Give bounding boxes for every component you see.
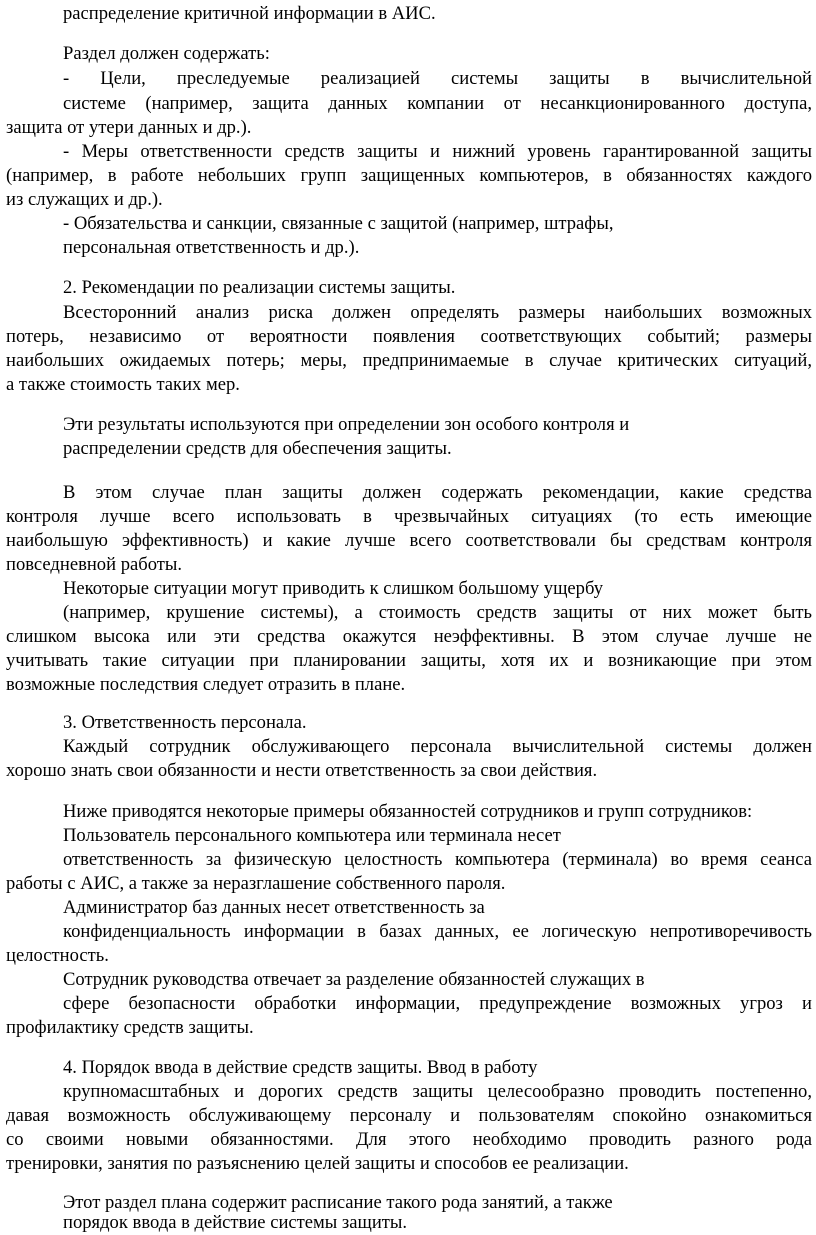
text-line: крупномасштабных и дорогих средств защиты целесообразно проводить постепенно, (63, 1081, 812, 1102)
text-line: Ниже приводятся некоторые примеры обязанностей сотрудников и групп сотрудников: (63, 801, 753, 822)
section-heading: 4. Порядок ввода в действие средств защиты. Ввод в работу (63, 1057, 538, 1078)
text-line: персональная ответственность и др.). (63, 237, 360, 258)
text-line: профилактику средств защиты. (6, 1017, 254, 1038)
text-line: распределение критичной информации в АИС. (63, 3, 436, 24)
text-line: (например, в работе небольших групп защищенных компьютеров, в обязанностях каждого (6, 165, 812, 186)
list-item-line: - Цели, преследуемые реализацией системы защиты в вычислительной (63, 68, 812, 89)
text-line: (например, крушение системы), а стоимость средств защиты от них может быть (63, 602, 812, 623)
text-line: наибольшую эффективность) и какие лучше всего соответствовали бы средствам контроля (6, 530, 812, 551)
text-line: со своими новыми обязанностями. Для этого необходимо проводить разного рода (6, 1129, 812, 1150)
text-line: порядок ввода в действие системы защиты. (63, 1212, 408, 1233)
text-line: наибольших ожидаемых потерь; меры, предпринимаемые в случае критических ситуаций, (6, 350, 812, 371)
text-line: целостность. (6, 945, 109, 966)
text-line: ответственность за физическую целостность компьютера (терминала) во время сеанса (63, 849, 812, 870)
section-intro-line: Раздел должен содержать: (63, 43, 270, 64)
text-line: распределении средств для обеспечения защиты. (63, 438, 452, 459)
text-line: Некоторые ситуации могут приводить к слишком большому ущербу (63, 578, 603, 599)
text-line: системе (например, защита данных компании от несанкционированного доступа, (63, 93, 812, 114)
list-item-line: - Меры ответственности средств защиты и нижний уровень гарантированной защиты (63, 141, 812, 162)
text-line: тренировки, занятия по разъяснению целей защиты и способов ее реализации. (6, 1153, 629, 1174)
text-line: Этот раздел плана содержит расписание такого рода занятий, а также (63, 1192, 613, 1213)
text-line: а также стоимость таких мер. (6, 374, 240, 395)
text-line: В этом случае план защиты должен содержать рекомендации, какие средства (63, 482, 812, 503)
text-line: давая возможность обслуживающему персоналу и пользователям спокойно ознакомиться (6, 1105, 812, 1126)
text-line: Сотрудник руководства отвечает за разделение обязанностей служащих в (63, 969, 645, 990)
text-line: Всесторонний анализ риска должен определять размеры наибольших возможных (63, 302, 812, 323)
text-line: Пользователь персонального компьютера или терминала несет (63, 825, 561, 846)
list-item-line: - Обязательства и санкции, связанные с защитой (например, штрафы, (63, 213, 614, 234)
text-line: контроля лучше всего использовать в чрезвычайных ситуациях (то есть имеющие (6, 506, 812, 527)
text-line: повседневной работы. (6, 554, 183, 575)
text-line: хорошо знать свои обязанности и нести ответственность за свои действия. (6, 760, 598, 781)
text-line: конфиденциальность информации в базах данных, ее логическую непротиворечивость (63, 921, 812, 942)
text-line: Администратор баз данных несет ответственность за (63, 897, 485, 918)
text-line: работы с АИС, а также за неразглашение собственного пароля. (6, 873, 506, 894)
section-heading: 3. Ответственность персонала. (63, 712, 307, 733)
text-line: из служащих и др.). (6, 189, 163, 210)
text-line: слишком высока или эти средства окажутся неэффективны. В этом случае лучше не (6, 626, 812, 647)
text-line: потерь, независимо от вероятности появления соответствующих событий; размеры (6, 326, 812, 347)
text-line: возможные последствия следует отразить в плане. (6, 674, 406, 695)
text-line: защита от утери данных и др.). (6, 117, 252, 138)
text-line: сфере безопасности обработки информации, предупреждение возможных угроз и (63, 993, 812, 1014)
section-heading: 2. Рекомендации по реализации системы защиты. (63, 277, 456, 298)
text-line: учитывать такие ситуации при планировании защиты, хотя их и возникающие при этом (6, 650, 812, 671)
text-line: Каждый сотрудник обслуживающего персонала вычислительной системы должен (63, 736, 812, 757)
text-line: Эти результаты используются при определении зон особого контроля и (63, 414, 630, 435)
